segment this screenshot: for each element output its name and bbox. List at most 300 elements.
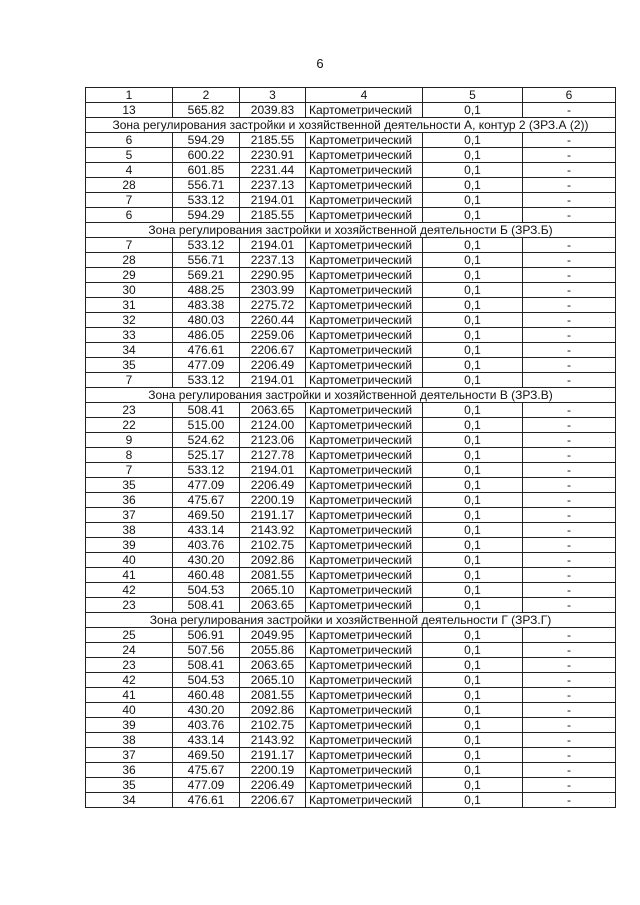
y-coordinate-cell: 2259.06: [240, 328, 306, 343]
description-cell: -: [523, 643, 616, 658]
column-header: 6: [523, 88, 616, 103]
zone-title-row: [86, 613, 616, 628]
y-coordinate-cell: 2127.78: [240, 448, 306, 463]
description-cell: -: [523, 673, 616, 688]
accuracy-cell: 0,1: [423, 343, 523, 358]
table-row: [86, 658, 616, 673]
description-cell: -: [523, 658, 616, 673]
point-number-cell: 9: [86, 433, 173, 448]
accuracy-cell: 0,1: [423, 538, 523, 553]
point-number-cell: 8: [86, 448, 173, 463]
accuracy-cell: 0,1: [423, 703, 523, 718]
y-coordinate-cell: 2039.83: [240, 103, 306, 118]
y-coordinate-cell: 2290.95: [240, 268, 306, 283]
table-row: [86, 628, 616, 643]
accuracy-cell: 0,1: [423, 463, 523, 478]
description-cell: -: [523, 253, 616, 268]
y-coordinate-cell: 2143.92: [240, 523, 306, 538]
description-cell: -: [523, 703, 616, 718]
point-number-cell: 34: [86, 793, 173, 808]
y-coordinate-cell: 2200.19: [240, 763, 306, 778]
table-row: [86, 508, 616, 523]
point-number-cell: 25: [86, 628, 173, 643]
y-coordinate-cell: 2206.67: [240, 793, 306, 808]
table-row: [86, 253, 616, 268]
method-cell: Картометрический: [306, 208, 423, 223]
x-coordinate-cell: 504.53: [173, 583, 240, 598]
point-number-cell: 24: [86, 643, 173, 658]
accuracy-cell: 0,1: [423, 478, 523, 493]
column-header: 5: [423, 88, 523, 103]
point-number-cell: 28: [86, 178, 173, 193]
accuracy-cell: 0,1: [423, 328, 523, 343]
zone-title: Зона регулирования застройки и хозяйственной деятельности В (ЗРЗ.В): [86, 388, 616, 403]
table-row: [86, 298, 616, 313]
description-cell: -: [523, 598, 616, 613]
coordinates-table: [85, 87, 616, 808]
method-cell: Картометрический: [306, 643, 423, 658]
x-coordinate-cell: 600.22: [173, 148, 240, 163]
description-cell: -: [523, 403, 616, 418]
y-coordinate-cell: 2055.86: [240, 643, 306, 658]
zone-title-row: [86, 223, 616, 238]
description-cell: -: [523, 583, 616, 598]
table-row: [86, 283, 616, 298]
method-cell: Картометрический: [306, 688, 423, 703]
x-coordinate-cell: 433.14: [173, 523, 240, 538]
point-number-cell: 40: [86, 703, 173, 718]
accuracy-cell: 0,1: [423, 448, 523, 463]
point-number-cell: 42: [86, 583, 173, 598]
y-coordinate-cell: 2065.10: [240, 673, 306, 688]
point-number-cell: 22: [86, 418, 173, 433]
table-row: [86, 208, 616, 223]
y-coordinate-cell: 2081.55: [240, 688, 306, 703]
accuracy-cell: 0,1: [423, 658, 523, 673]
method-cell: Картометрический: [306, 178, 423, 193]
x-coordinate-cell: 594.29: [173, 208, 240, 223]
point-number-cell: 29: [86, 268, 173, 283]
method-cell: Картометрический: [306, 778, 423, 793]
table-row: [86, 373, 616, 388]
accuracy-cell: 0,1: [423, 763, 523, 778]
method-cell: Картометрический: [306, 793, 423, 808]
point-number-cell: 36: [86, 493, 173, 508]
method-cell: Картометрический: [306, 358, 423, 373]
table-row: [86, 703, 616, 718]
y-coordinate-cell: 2065.10: [240, 583, 306, 598]
zone-title-row: [86, 118, 616, 133]
table-row: [86, 403, 616, 418]
point-number-cell: 41: [86, 688, 173, 703]
y-coordinate-cell: 2191.17: [240, 748, 306, 763]
description-cell: -: [523, 238, 616, 253]
y-coordinate-cell: 2092.86: [240, 703, 306, 718]
y-coordinate-cell: 2063.65: [240, 598, 306, 613]
method-cell: Картометрический: [306, 163, 423, 178]
point-number-cell: 42: [86, 673, 173, 688]
point-number-cell: 39: [86, 718, 173, 733]
description-cell: -: [523, 508, 616, 523]
table-row: [86, 538, 616, 553]
point-number-cell: 5: [86, 148, 173, 163]
method-cell: Картометрический: [306, 658, 423, 673]
accuracy-cell: 0,1: [423, 208, 523, 223]
x-coordinate-cell: 433.14: [173, 733, 240, 748]
y-coordinate-cell: 2191.17: [240, 508, 306, 523]
description-cell: -: [523, 313, 616, 328]
accuracy-cell: 0,1: [423, 583, 523, 598]
accuracy-cell: 0,1: [423, 598, 523, 613]
description-cell: -: [523, 748, 616, 763]
y-coordinate-cell: 2063.65: [240, 403, 306, 418]
table-row: [86, 568, 616, 583]
accuracy-cell: 0,1: [423, 433, 523, 448]
x-coordinate-cell: 515.00: [173, 418, 240, 433]
accuracy-cell: 0,1: [423, 193, 523, 208]
description-cell: -: [523, 793, 616, 808]
description-cell: -: [523, 373, 616, 388]
column-header: 1: [86, 88, 173, 103]
point-number-cell: 4: [86, 163, 173, 178]
description-cell: -: [523, 163, 616, 178]
description-cell: -: [523, 283, 616, 298]
accuracy-cell: 0,1: [423, 553, 523, 568]
point-number-cell: 40: [86, 553, 173, 568]
x-coordinate-cell: 475.67: [173, 763, 240, 778]
x-coordinate-cell: 486.05: [173, 328, 240, 343]
accuracy-cell: 0,1: [423, 523, 523, 538]
table-row: [86, 718, 616, 733]
accuracy-cell: 0,1: [423, 253, 523, 268]
method-cell: Картометрический: [306, 718, 423, 733]
x-coordinate-cell: 483.38: [173, 298, 240, 313]
method-cell: Картометрический: [306, 298, 423, 313]
description-cell: -: [523, 463, 616, 478]
x-coordinate-cell: 556.71: [173, 178, 240, 193]
x-coordinate-cell: 525.17: [173, 448, 240, 463]
point-number-cell: 28: [86, 253, 173, 268]
description-cell: -: [523, 523, 616, 538]
accuracy-cell: 0,1: [423, 508, 523, 523]
description-cell: -: [523, 178, 616, 193]
method-cell: Картометрический: [306, 568, 423, 583]
y-coordinate-cell: 2237.13: [240, 178, 306, 193]
method-cell: Картометрический: [306, 373, 423, 388]
point-number-cell: 39: [86, 538, 173, 553]
method-cell: Картометрический: [306, 133, 423, 148]
point-number-cell: 41: [86, 568, 173, 583]
x-coordinate-cell: 508.41: [173, 598, 240, 613]
x-coordinate-cell: 477.09: [173, 778, 240, 793]
column-header: 3: [240, 88, 306, 103]
table-row: [86, 493, 616, 508]
point-number-cell: 7: [86, 463, 173, 478]
table-row: [86, 688, 616, 703]
x-coordinate-cell: 430.20: [173, 553, 240, 568]
accuracy-cell: 0,1: [423, 733, 523, 748]
x-coordinate-cell: 507.56: [173, 643, 240, 658]
method-cell: Картометрический: [306, 763, 423, 778]
table-header-row: [86, 88, 616, 103]
accuracy-cell: 0,1: [423, 283, 523, 298]
table-row: [86, 358, 616, 373]
y-coordinate-cell: 2231.44: [240, 163, 306, 178]
table-row: [86, 313, 616, 328]
x-coordinate-cell: 488.25: [173, 283, 240, 298]
table-row: [86, 778, 616, 793]
x-coordinate-cell: 524.62: [173, 433, 240, 448]
method-cell: Картометрический: [306, 148, 423, 163]
method-cell: Картометрический: [306, 598, 423, 613]
y-coordinate-cell: 2194.01: [240, 238, 306, 253]
description-cell: -: [523, 148, 616, 163]
point-number-cell: 31: [86, 298, 173, 313]
point-number-cell: 35: [86, 778, 173, 793]
x-coordinate-cell: 504.53: [173, 673, 240, 688]
method-cell: Картометрический: [306, 748, 423, 763]
method-cell: Картометрический: [306, 343, 423, 358]
y-coordinate-cell: 2206.49: [240, 778, 306, 793]
method-cell: Картометрический: [306, 283, 423, 298]
point-number-cell: 7: [86, 373, 173, 388]
method-cell: Картометрический: [306, 253, 423, 268]
x-coordinate-cell: 533.12: [173, 373, 240, 388]
description-cell: -: [523, 688, 616, 703]
table-row: [86, 763, 616, 778]
x-coordinate-cell: 403.76: [173, 538, 240, 553]
point-number-cell: 7: [86, 193, 173, 208]
accuracy-cell: 0,1: [423, 103, 523, 118]
description-cell: -: [523, 568, 616, 583]
method-cell: Картометрический: [306, 628, 423, 643]
table-row: [86, 733, 616, 748]
description-cell: -: [523, 193, 616, 208]
y-coordinate-cell: 2049.95: [240, 628, 306, 643]
point-number-cell: 33: [86, 328, 173, 343]
x-coordinate-cell: 469.50: [173, 748, 240, 763]
y-coordinate-cell: 2194.01: [240, 373, 306, 388]
point-number-cell: 35: [86, 358, 173, 373]
y-coordinate-cell: 2185.55: [240, 133, 306, 148]
x-coordinate-cell: 601.85: [173, 163, 240, 178]
table-row: [86, 448, 616, 463]
x-coordinate-cell: 533.12: [173, 238, 240, 253]
description-cell: -: [523, 778, 616, 793]
description-cell: -: [523, 133, 616, 148]
accuracy-cell: 0,1: [423, 373, 523, 388]
y-coordinate-cell: 2063.65: [240, 658, 306, 673]
point-number-cell: 7: [86, 238, 173, 253]
x-coordinate-cell: 475.67: [173, 493, 240, 508]
point-number-cell: 23: [86, 403, 173, 418]
table-row: [86, 268, 616, 283]
method-cell: Картометрический: [306, 538, 423, 553]
description-cell: -: [523, 478, 616, 493]
x-coordinate-cell: 508.41: [173, 658, 240, 673]
description-cell: -: [523, 298, 616, 313]
method-cell: Картометрический: [306, 463, 423, 478]
description-cell: -: [523, 553, 616, 568]
x-coordinate-cell: 460.48: [173, 688, 240, 703]
y-coordinate-cell: 2260.44: [240, 313, 306, 328]
y-coordinate-cell: 2237.13: [240, 253, 306, 268]
description-cell: -: [523, 103, 616, 118]
zone-title: Зона регулирования застройки и хозяйственной деятельности Б (ЗРЗ.Б): [86, 223, 616, 238]
x-coordinate-cell: 565.82: [173, 103, 240, 118]
point-number-cell: 35: [86, 478, 173, 493]
table-row: [86, 748, 616, 763]
accuracy-cell: 0,1: [423, 313, 523, 328]
y-coordinate-cell: 2206.49: [240, 358, 306, 373]
table-row: [86, 343, 616, 358]
method-cell: Картометрический: [306, 673, 423, 688]
description-cell: -: [523, 358, 616, 373]
point-number-cell: 37: [86, 508, 173, 523]
method-cell: Картометрический: [306, 268, 423, 283]
point-number-cell: 32: [86, 313, 173, 328]
point-number-cell: 23: [86, 598, 173, 613]
description-cell: -: [523, 763, 616, 778]
table-row: [86, 418, 616, 433]
point-number-cell: 34: [86, 343, 173, 358]
y-coordinate-cell: 2275.72: [240, 298, 306, 313]
method-cell: Картометрический: [306, 238, 423, 253]
zone-title: Зона регулирования застройки и хозяйственной деятельности Г (ЗРЗ.Г): [86, 613, 616, 628]
table-row: [86, 463, 616, 478]
y-coordinate-cell: 2194.01: [240, 463, 306, 478]
method-cell: Картометрический: [306, 703, 423, 718]
table-row: [86, 163, 616, 178]
method-cell: Картометрический: [306, 418, 423, 433]
table-body: [86, 103, 616, 808]
accuracy-cell: 0,1: [423, 298, 523, 313]
accuracy-cell: 0,1: [423, 358, 523, 373]
table-row: [86, 193, 616, 208]
y-coordinate-cell: 2185.55: [240, 208, 306, 223]
method-cell: Картометрический: [306, 328, 423, 343]
table-row: [86, 523, 616, 538]
x-coordinate-cell: 476.61: [173, 793, 240, 808]
method-cell: Картометрический: [306, 433, 423, 448]
x-coordinate-cell: 430.20: [173, 703, 240, 718]
method-cell: Картометрический: [306, 193, 423, 208]
y-coordinate-cell: 2102.75: [240, 718, 306, 733]
point-number-cell: 6: [86, 208, 173, 223]
zone-title: Зона регулирования застройки и хозяйственной деятельности А, контур 2 (ЗРЗ.А (2)): [86, 118, 616, 133]
accuracy-cell: 0,1: [423, 403, 523, 418]
point-number-cell: 38: [86, 523, 173, 538]
page-number: 6: [316, 56, 324, 71]
method-cell: Картометрический: [306, 553, 423, 568]
y-coordinate-cell: 2206.49: [240, 478, 306, 493]
table-row: [86, 598, 616, 613]
accuracy-cell: 0,1: [423, 718, 523, 733]
accuracy-cell: 0,1: [423, 148, 523, 163]
description-cell: -: [523, 538, 616, 553]
y-coordinate-cell: 2230.91: [240, 148, 306, 163]
table-row: [86, 583, 616, 598]
x-coordinate-cell: 480.03: [173, 313, 240, 328]
x-coordinate-cell: 533.12: [173, 193, 240, 208]
description-cell: -: [523, 718, 616, 733]
column-header: 4: [306, 88, 423, 103]
accuracy-cell: 0,1: [423, 688, 523, 703]
x-coordinate-cell: 533.12: [173, 463, 240, 478]
column-header: 2: [173, 88, 240, 103]
method-cell: Картометрический: [306, 493, 423, 508]
y-coordinate-cell: 2092.86: [240, 553, 306, 568]
accuracy-cell: 0,1: [423, 238, 523, 253]
description-cell: -: [523, 628, 616, 643]
table-row: [86, 103, 616, 118]
accuracy-cell: 0,1: [423, 133, 523, 148]
accuracy-cell: 0,1: [423, 628, 523, 643]
accuracy-cell: 0,1: [423, 268, 523, 283]
method-cell: Картометрический: [306, 103, 423, 118]
y-coordinate-cell: 2081.55: [240, 568, 306, 583]
accuracy-cell: 0,1: [423, 178, 523, 193]
zone-title-row: [86, 388, 616, 403]
accuracy-cell: 0,1: [423, 793, 523, 808]
method-cell: Картометрический: [306, 733, 423, 748]
point-number-cell: 23: [86, 658, 173, 673]
x-coordinate-cell: 506.91: [173, 628, 240, 643]
x-coordinate-cell: 569.21: [173, 268, 240, 283]
accuracy-cell: 0,1: [423, 418, 523, 433]
accuracy-cell: 0,1: [423, 748, 523, 763]
accuracy-cell: 0,1: [423, 568, 523, 583]
accuracy-cell: 0,1: [423, 673, 523, 688]
x-coordinate-cell: 508.41: [173, 403, 240, 418]
table-row: [86, 133, 616, 148]
y-coordinate-cell: 2200.19: [240, 493, 306, 508]
method-cell: Картометрический: [306, 448, 423, 463]
y-coordinate-cell: 2143.92: [240, 733, 306, 748]
accuracy-cell: 0,1: [423, 643, 523, 658]
y-coordinate-cell: 2124.00: [240, 418, 306, 433]
table-row: [86, 673, 616, 688]
table-row: [86, 238, 616, 253]
point-number-cell: 37: [86, 748, 173, 763]
x-coordinate-cell: 460.48: [173, 568, 240, 583]
x-coordinate-cell: 476.61: [173, 343, 240, 358]
x-coordinate-cell: 594.29: [173, 133, 240, 148]
method-cell: Картометрический: [306, 403, 423, 418]
method-cell: Картометрический: [306, 583, 423, 598]
table-row: [86, 478, 616, 493]
description-cell: -: [523, 448, 616, 463]
accuracy-cell: 0,1: [423, 778, 523, 793]
table-row: [86, 793, 616, 808]
x-coordinate-cell: 469.50: [173, 508, 240, 523]
description-cell: -: [523, 328, 616, 343]
description-cell: -: [523, 343, 616, 358]
y-coordinate-cell: 2303.99: [240, 283, 306, 298]
point-number-cell: 6: [86, 133, 173, 148]
point-number-cell: 38: [86, 733, 173, 748]
point-number-cell: 30: [86, 283, 173, 298]
description-cell: -: [523, 733, 616, 748]
point-number-cell: 13: [86, 103, 173, 118]
method-cell: Картометрический: [306, 523, 423, 538]
description-cell: -: [523, 268, 616, 283]
description-cell: -: [523, 208, 616, 223]
x-coordinate-cell: 477.09: [173, 358, 240, 373]
table-row: [86, 148, 616, 163]
table-row: [86, 433, 616, 448]
table-row: [86, 643, 616, 658]
